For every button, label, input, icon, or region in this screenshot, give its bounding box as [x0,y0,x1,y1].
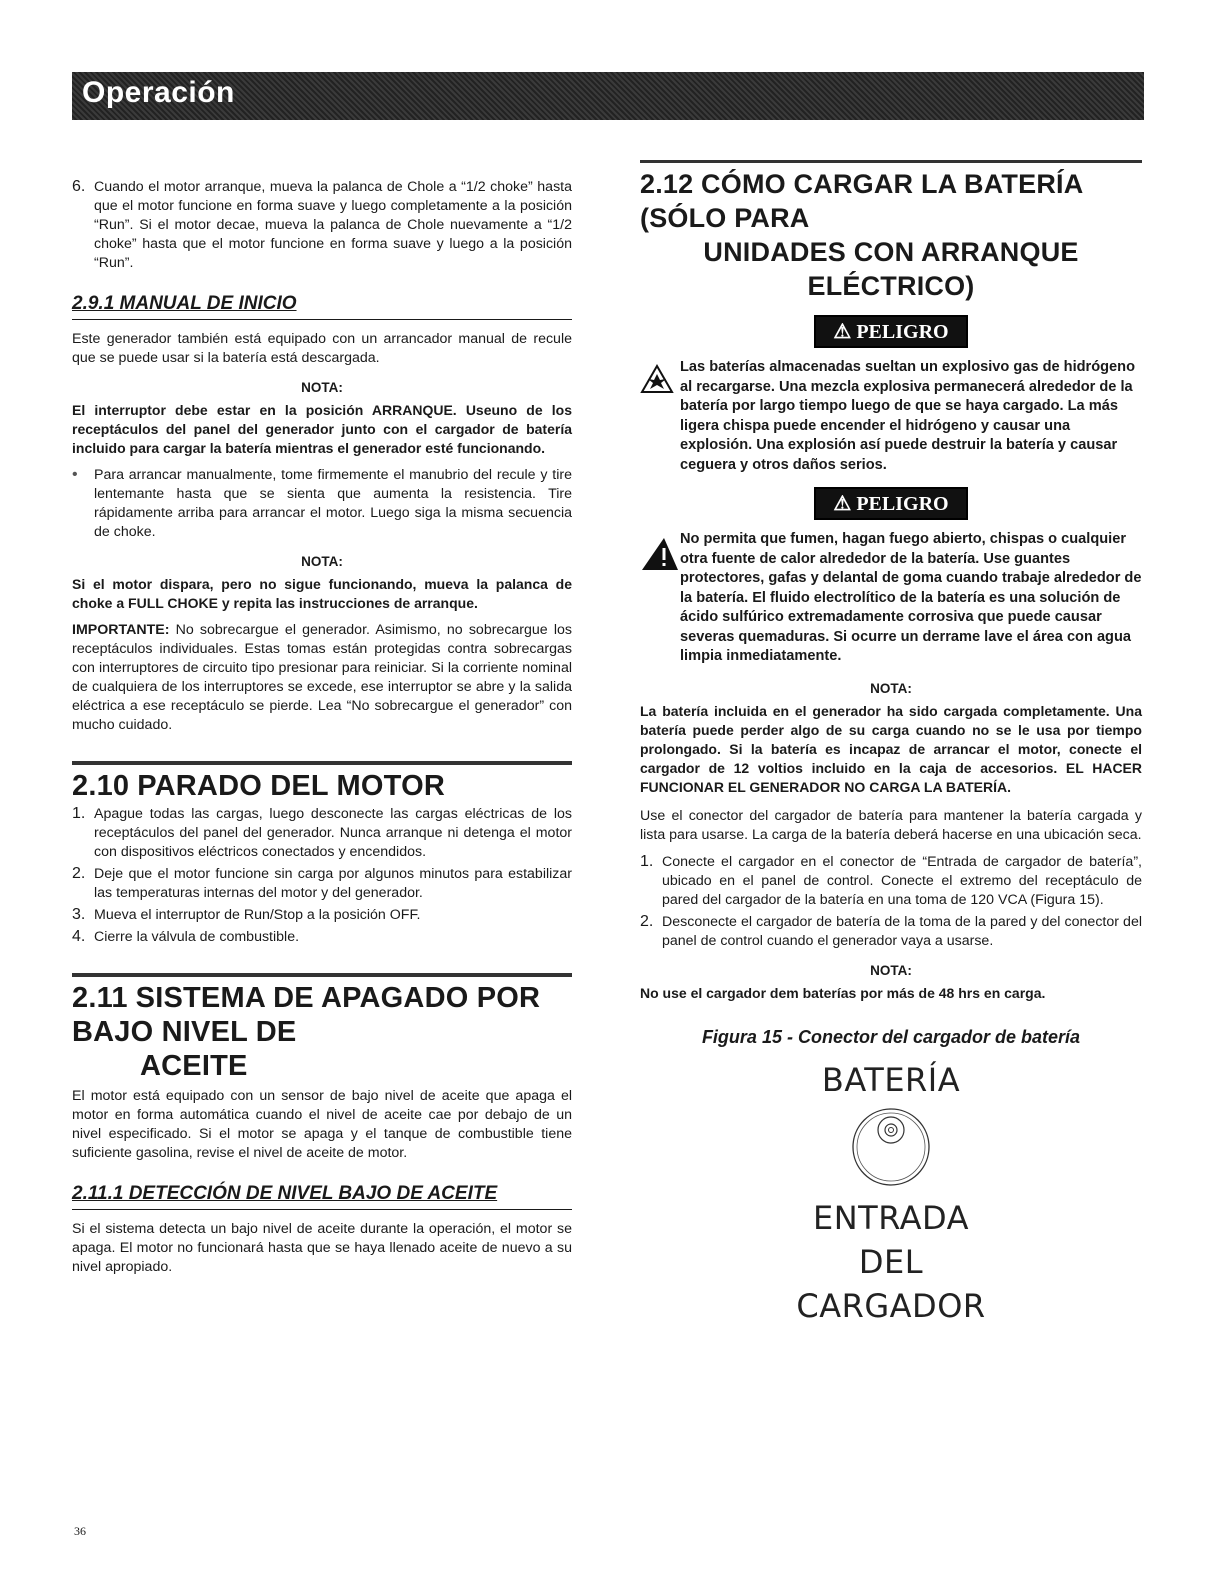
note-text: El interruptor debe estar en la posición ARRANQUE. Useuno de los receptáculos del panel del generador junto con el cargador de batería incluido para cargar la batería mientras el generador esté funcionando. [72,402,572,456]
note-text: Si el motor dispara, pero no sigue funcionando, mueva la palanca de choke a FULL CHOKE y repita las instrucciones de arranque. [72,576,572,611]
danger-warning [640,530,1142,667]
section-header-title: Operación [82,76,235,109]
right-column [640,160,1142,1328]
important-label: IMPORTANTE: [72,622,170,638]
numbered-list [72,805,572,947]
connector-label-top: BATERÍA [821,1060,961,1099]
figure-caption: Figura 15 - Conector del cargador de batería [701,1026,1081,1047]
list-item: 2. Deje que el motor funcione sin carga por algunos minutos para estabilizar las temperaturas internas del motor y del generador. [72,865,572,901]
list-item [72,178,572,273]
paragraph: Use el conector del cargador de batería para mantener la batería cargada y lista para usarse. La carga de la batería deberá hacerse en una ubicación seca. [640,807,1142,843]
section-heading-2-12: 2.12 CÓMO CARGAR LA BATERÍA (SÓLO PARA UNIDADES CON ARRANQUE ELÉCTRICO) [640,160,1142,303]
note-label: NOTA: [870,962,912,978]
section-heading-2-10: 2.10 PARADO DEL MOTOR [72,761,572,803]
danger-badge: ⚠ PELIGRO [814,487,968,520]
bullet-item [72,466,572,542]
list-item: 3. Mueva el interruptor de Run/Stop a la posición OFF. [72,906,421,923]
paragraph: Si el sistema detecta un bajo nivel de aceite durante la operación, el motor se apaga. El motor no funcionará hasta que se haya llenado aceite de nuevo a su nivel apropiado. [72,1221,572,1275]
bullet-icon: • [72,466,78,483]
section-header-bar [72,72,1144,120]
note-label: NOTA: [301,554,343,569]
important-text: No sobrecargue el generador. Asimismo, no sobrecargue los receptáculos individuales. Estas tomas están protegidas contra sobrecargas con interruptores de circuito tipo presionar para reiniciar. Si la corriente nominal de cualquiera de los interruptores se excede, ese interruptor se abre y la salida eléctrica a ese receptáculo se pierde. Lea “No sobrecargue el generador” con mucho cuidado. [72,622,572,733]
connector-label-line1: ENTRADA [813,1198,969,1237]
list-item-number: 6. [72,178,86,195]
list-item: 1. Conecte el cargador en el conector de “Entrada de cargador de batería”, ubicado en el panel de control. Conecte el extremo del receptáculo de pared del cargador de la batería en una toma de 120 VCA (Figura 15). [640,852,1142,908]
note-text: No use el cargador dem baterías por más de 48 hrs en carga. [640,984,1046,1001]
list-item: 4. Cierre la válvula de combustible. [72,928,300,945]
section-heading-2-11: 2.11 SISTEMA DE APAGADO POR BAJO NIVEL DE ACEITE [72,973,572,1083]
left-column [72,178,572,1277]
bullet-text: Para arrancar manualmente, tome firmemente el manubrio del recule y tire lentemante hasta que se sienta que aumenta la resistencia. Tire rápidamente arriba para arrancar el motor. Luego siga la misma secuencia de choke. [94,467,572,540]
important-paragraph [72,621,572,735]
danger-text: No permita que fumen, hagan fuego abierto, chispas o cualquier otra fuente de calor alrededor de la batería. Use guantes protectores, gafas y delantal de goma cuando trabaje alrededor de la batería. El fluido electrolítico de la batería es una solución de ácido sulfúrico extremadamente corrosiva que puede causar severas quemaduras. Si ocurre un derrame lave el área con agua limpia inmediatamente. [680,531,1142,664]
danger-badge: ⚠ PELIGRO [814,315,968,348]
danger-text: Las baterías almacenadas sueltan un explosivo gas de hidrógeno al recargarse. Una mezcla explosiva permanecerá alrededor de la batería por largo tiempo luego de que se haya cargado. La más ligera chispa puede encender el hidrógeno y causar una explosión. Una explosión así puede destruir la batería y causar ceguera y otros daños serios. [680,359,1135,473]
paragraph: Este generador también está equipado con un arrancador manual de recule que se puede usar si la batería está descargada. [72,331,572,366]
subsection-heading-2-11-1: 2.11.1 DETECCIÓN DE NIVEL BAJO DE ACEITE [72,1183,572,1210]
connector-label-line2: DEL [858,1242,924,1281]
warning-triangle-icon [640,536,680,577]
note-text: La batería incluida en el generador ha sido cargada completamente. Una batería puede perder algo de su carga cuando no se le usa por tiempo prolongado. Si la batería es incapaz de arrancar el motor, conecte el cargador de 12 voltios incluido en la caja de accesorios. EL HACER FUNCIONAR EL GENERADOR NO CARGA LA BATERÍA. [640,702,1142,795]
note-label: NOTA: [301,380,343,395]
battery-charger-connector-figure [640,1058,1142,1328]
page-number: 36 [74,1524,86,1538]
list-item: 2. Desconecte el cargador de batería de la toma de la pared y del conector del panel de control cuando el generador vaya a usarse. [640,912,1142,949]
note-label: NOTA: [870,680,912,696]
explosion-warning-icon [640,364,680,399]
paragraph: El motor está equipado con un sensor de bajo nivel de aceite que apaga el motor en forma automática cuando el nivel de aceite cae por debajo de un nivel especificado. Si el motor se apaga y el tanque de combustible tiene suficiente gasolina, revise el nivel de aceite de motor. [72,1088,572,1161]
subsection-heading-2-9-1: 2.9.1 MANUAL DE INICIO [72,293,572,320]
connector-label-line3: CARGADOR [796,1286,986,1325]
numbered-list [640,853,1142,951]
list-item: 1. Apague todas las cargas, luego desconecte las cargas eléctricas de los receptáculos del panel del generador. Nunca arranque ni detenga el motor con dispositivos eléctricos conectados y encendidos. [72,805,572,860]
danger-warning [640,358,1142,475]
charger-connector-icon [640,1102,1142,1196]
list-item-text: Cuando el motor arranque, mueva la palanca de Chole a “1/2 choke” hasta que el motor funcione en forma suave y luego completamente a la posición “Run”. Si el motor decae, mueva la palanca de Chole nuevamente a “1/2 choke” hasta que el motor funcione en forma suave y luego a la posición “Run”. [94,179,572,271]
